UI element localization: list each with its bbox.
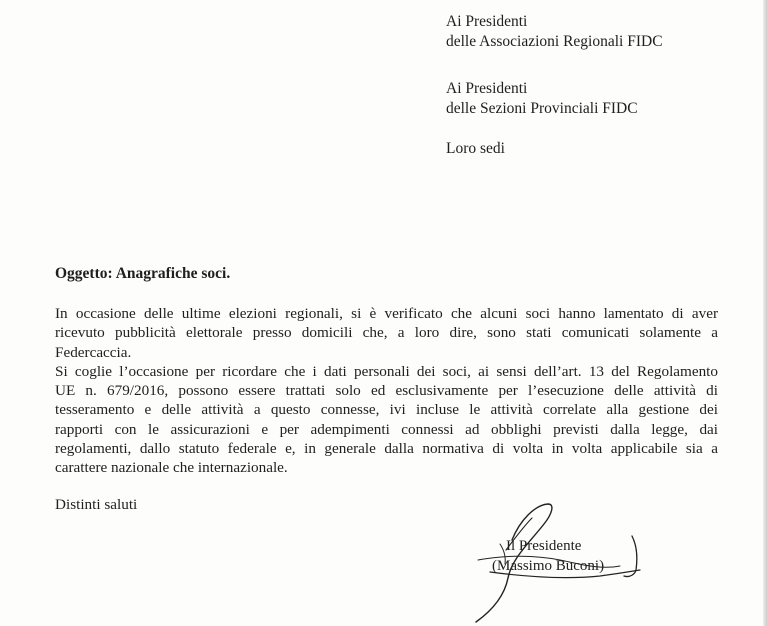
- recipient-regional-block: [446, 12, 663, 52]
- recipient-provincial-name: delle Sezioni Provinciali FIDC: [446, 100, 638, 117]
- body-line: In occasione delle ultime elezioni regionali, si è verificato che alcuni soci hanno lamentato di aver: [55, 305, 718, 322]
- recipient-location-block: [446, 139, 505, 159]
- recipient-provincial-block: [446, 79, 638, 119]
- closing-greeting: Distinti saluti: [55, 496, 138, 513]
- body-line: carattere nazionale che internazionale.: [55, 459, 288, 477]
- letter-subject: Oggetto: Anagrafiche soci.: [55, 265, 231, 282]
- body-line: UE n. 679/2016, possono essere trattati solo ed esclusivamente per l’esecuzione delle attività di: [55, 382, 718, 400]
- recipient-location: Loro sedi: [446, 140, 505, 157]
- scan-edge: [763, 0, 767, 626]
- body-line: Si coglie l’occasione per ricordare che i dati personali dei soci, ai sensi dell’art. 13 del Regolamento: [55, 362, 718, 380]
- body-line: rapporti con le assicurazioni e per adempimenti connessi ad obblighi previsti dalla legge, dai: [55, 420, 718, 438]
- letter-body: [55, 304, 718, 478]
- body-line: regolamenti, dallo statuto federale e, in generale dalla normativa di volta in volta applicabile sia a: [55, 440, 718, 458]
- recipient-provincial-title: Ai Presidenti: [446, 80, 528, 97]
- body-line: ricevuto pubblicità elettorale presso domicili che, a loro dire, sono stati comunicati solamente a: [55, 324, 718, 342]
- signatory-role: Il Presidente: [506, 538, 582, 554]
- signatory-name: (Massimo Buconi): [492, 558, 605, 574]
- recipient-regional-name: delle Associazioni Regionali FIDC: [446, 33, 663, 50]
- body-line: tesseramento e delle attività a questo connesse, ivi incluse le attività correlate alla gestione dei: [55, 401, 718, 419]
- body-line: Federcaccia.: [55, 343, 132, 361]
- handwritten-signature: [460, 500, 650, 626]
- recipient-regional-title: Ai Presidenti: [446, 13, 528, 30]
